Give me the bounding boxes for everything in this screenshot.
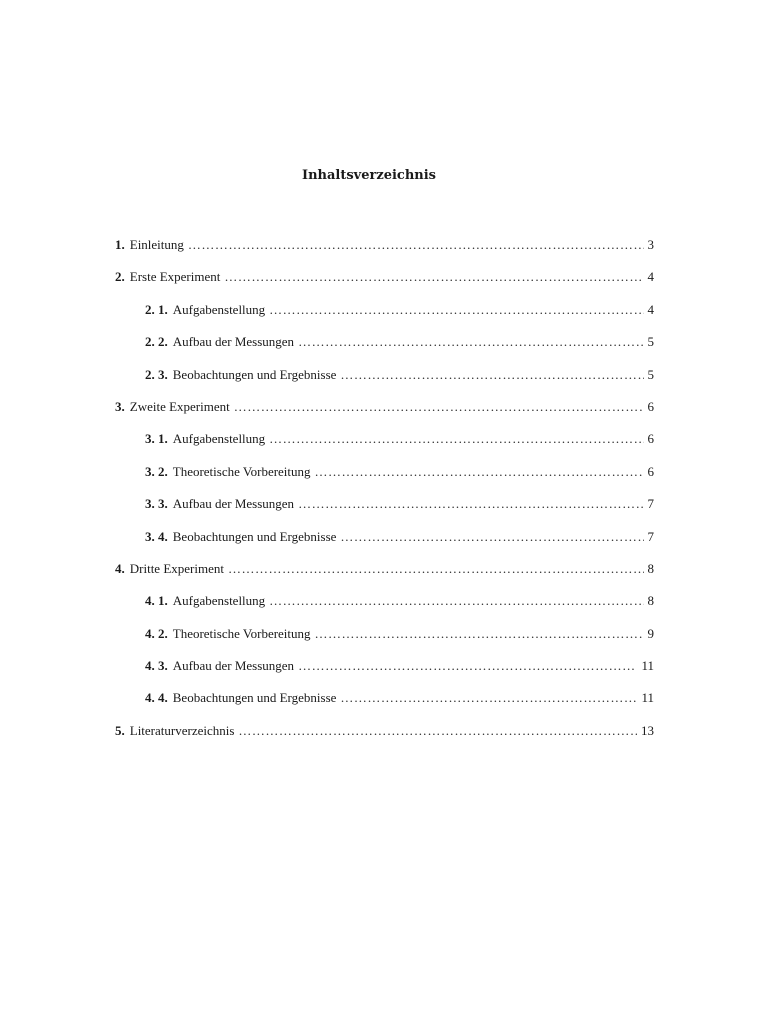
dot-leader: [340, 524, 643, 550]
toc-entry-label: Aufbau der Messungen: [172, 334, 295, 350]
toc-entry-page-number: 11: [641, 690, 654, 706]
toc-entry-line: [145, 491, 654, 517]
toc-entry-page-number: 5: [647, 334, 654, 350]
dot-leader: [298, 491, 643, 517]
dot-leader: [228, 556, 644, 582]
dot-leader: [298, 653, 637, 679]
toc-entry-label: Literaturverzeichnis: [129, 722, 235, 738]
toc-entry: [0, 394, 768, 426]
toc-entry-page-number: 5: [647, 366, 654, 382]
table-of-contents: [0, 232, 768, 750]
toc-title: Inhaltsverzeichnis: [301, 168, 436, 183]
toc-entry-page-number: 11: [641, 658, 654, 674]
dot-leader: [315, 621, 644, 647]
toc-entry-label: Dritte Experiment: [129, 560, 224, 576]
toc-entry: [0, 621, 768, 653]
toc-entry-label: Aufgabenstellung: [172, 431, 266, 447]
toc-entry-page-number: 8: [647, 560, 654, 576]
toc-entry: [0, 556, 768, 588]
dot-leader: [238, 718, 637, 744]
toc-entry-page-number: 7: [647, 496, 654, 512]
toc-entry-line: [145, 426, 654, 452]
toc-entry-number: 4. 4.: [145, 690, 168, 706]
toc-entry-number: 3. 3.: [145, 496, 168, 512]
toc-entry-line: [115, 232, 654, 258]
toc-entry-number: 3. 1.: [145, 431, 168, 447]
toc-entry: [0, 588, 768, 620]
toc-entry-line: [115, 264, 654, 290]
dot-leader: [224, 264, 643, 290]
toc-entry: [0, 362, 768, 394]
dot-leader: [188, 232, 644, 258]
toc-entry-page-number: 7: [647, 528, 654, 544]
toc-entry-page-number: 6: [647, 398, 654, 414]
toc-entry-page-number: 6: [647, 431, 654, 447]
toc-entry-number: 2.: [115, 269, 125, 285]
toc-entry-line: [145, 459, 654, 485]
toc-entry-line: [115, 556, 654, 582]
toc-entry-line: [145, 685, 654, 711]
toc-entry-number: 2. 1.: [145, 301, 168, 317]
toc-entry-line: [145, 524, 654, 550]
toc-entry-number: 4.: [115, 560, 125, 576]
toc-entry: [0, 232, 768, 264]
toc-entry-number: 1.: [115, 237, 125, 252]
toc-entry-number: 5.: [115, 722, 125, 738]
toc-entry: [0, 685, 768, 717]
toc-entry-line: [145, 297, 654, 323]
toc-entry-label: Einleitung: [129, 237, 184, 252]
dot-leader: [269, 426, 643, 452]
toc-entry-label: Theoretische Vorbereitung: [172, 463, 311, 479]
dot-leader: [315, 459, 644, 485]
toc-entry-page-number: 4: [647, 269, 654, 285]
toc-entry-label: Beobachtungen und Ergebnisse: [172, 366, 337, 382]
dot-leader: [234, 394, 644, 420]
toc-entry-label: Theoretische Vorbereitung: [172, 625, 311, 641]
toc-entry-line: [115, 718, 654, 744]
dot-leader: [340, 685, 637, 711]
toc-entry: [0, 297, 768, 329]
toc-entry-line: [145, 653, 654, 679]
toc-entry-label: Aufgabenstellung: [172, 593, 266, 609]
toc-entry: [0, 329, 768, 361]
toc-entry-number: 2. 3.: [145, 366, 168, 382]
toc-entry-line: [145, 588, 654, 614]
toc-entry: [0, 653, 768, 685]
toc-entry-number: 4. 2.: [145, 625, 168, 641]
toc-entry: [0, 264, 768, 296]
toc-entry-page-number: 3: [647, 237, 654, 252]
toc-entry-number: 3. 2.: [145, 463, 168, 479]
dot-leader: [269, 588, 643, 614]
toc-entry-number: 4. 1.: [145, 593, 168, 609]
toc-entry-number: 3.: [115, 398, 125, 414]
toc-entry-number: 4. 3.: [145, 658, 168, 674]
dot-leader: [269, 297, 643, 323]
toc-entry-label: Zweite Experiment: [129, 398, 230, 414]
toc-entry-line: [145, 362, 654, 388]
toc-entry-line: [145, 621, 654, 647]
toc-entry-label: Beobachtungen und Ergebnisse: [172, 690, 337, 706]
toc-entry-number: 3. 4.: [145, 528, 168, 544]
toc-entry: [0, 459, 768, 491]
toc-entry: [0, 426, 768, 458]
toc-entry-page-number: 9: [647, 625, 654, 641]
toc-entry-label: Beobachtungen und Ergebnisse: [172, 528, 337, 544]
toc-entry: [0, 524, 768, 556]
toc-entry-label: Aufgabenstellung: [172, 301, 266, 317]
dot-leader: [298, 329, 643, 355]
toc-entry: [0, 491, 768, 523]
toc-entry-line: [145, 329, 654, 355]
toc-entry-label: Erste Experiment: [129, 269, 221, 285]
toc-entry-page-number: 13: [641, 722, 654, 738]
dot-leader: [340, 362, 643, 388]
toc-entry-label: Aufbau der Messungen: [172, 496, 295, 512]
toc-entry-line: [115, 394, 654, 420]
toc-entry-page-number: 6: [647, 463, 654, 479]
toc-entry-label: Aufbau der Messungen: [172, 658, 295, 674]
toc-entry: [0, 718, 768, 750]
toc-entry-page-number: 8: [647, 593, 654, 609]
toc-entry-page-number: 4: [647, 301, 654, 317]
toc-entry-number: 2. 2.: [145, 334, 168, 350]
